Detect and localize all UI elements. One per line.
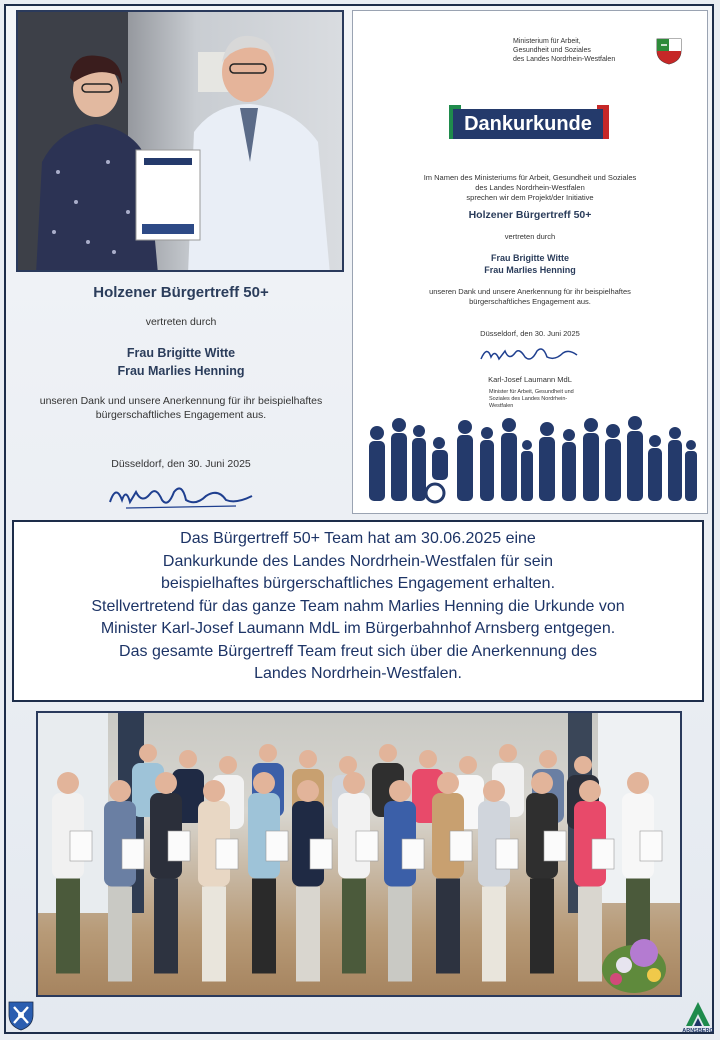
intro-line-1: Im Namen des Ministeriums für Arbeit, Gesundheit und Soziales (423, 173, 637, 182)
excerpt-names (18, 344, 344, 380)
certificate-represented-by: vertreten durch (504, 232, 556, 241)
signer-title-line-2: Soziales des Landes Nordrhein- (489, 396, 568, 402)
certificate-name-1: Frau Brigitte Witte (491, 253, 569, 263)
excerpt-name-1: Frau Brigitte Witte (126, 346, 236, 360)
ministry-line-2: Gesundheit und Soziales (513, 47, 591, 54)
badge-title: Dankurkunde (453, 109, 603, 139)
description-line-7: Landes Nordrhein-Westfalen. (254, 665, 462, 682)
group-photo (36, 711, 682, 997)
excerpt-thanks-line-2: bürgerschaftliches Engagement aus. (95, 409, 267, 421)
description-line-2: Dankurkunde des Landes Nordrhein-Westfalen für sein (162, 552, 554, 570)
city-coat-of-arms-icon (8, 1001, 34, 1031)
description-line-3: beispielhaftes bürgerschaftliches Engagement erhalten. (160, 575, 556, 592)
certificate-place-date: Düsseldorf, den 30. Juni 2025 (480, 329, 580, 338)
nrw-coat-of-arms-icon (655, 37, 683, 65)
photo-certificate-handover (16, 10, 344, 272)
signer-name: Karl-Josef Laumann MdL (488, 375, 572, 384)
excerpt-represented-by: vertreten durch (145, 316, 217, 328)
ministry-line-3: des Landes Nordrhein-Westfalen (513, 56, 616, 63)
flower-bouquet-icon (602, 939, 666, 993)
signer-title-line-3: Westfalen (489, 403, 514, 409)
certificate-excerpt (18, 272, 344, 512)
arnsberg-logo (682, 1000, 714, 1034)
description-box (12, 520, 704, 702)
description-line-1: Das Bürgertreff 50+ Team hat am 30.06.2025 eine (180, 530, 536, 547)
excerpt-organization: Holzener Bürgertreff 50+ (93, 284, 269, 301)
excerpt-name-2: Frau Marlies Henning (117, 364, 245, 378)
ministry-line-1: Ministerium für Arbeit, (513, 38, 581, 45)
certificate-intro (353, 173, 707, 203)
certificate-thanks-line-2: bürgerschaftliches Engagement aus. (469, 297, 591, 306)
excerpt-thanks-line-1: unseren Dank und unsere Anerkennung für ihr beispielhaftes (39, 395, 323, 407)
description-line-4: Stellvertretend für das ganze Team nahm Marlies Henning die Urkunde von (91, 597, 625, 615)
certificate-thanks-line-1: unseren Dank und unsere Anerkennung für ihr beispielhaftes (429, 287, 631, 296)
certificate-names (353, 252, 707, 276)
arnsberg-logo-icon (682, 1000, 714, 1026)
certificate-organization: Holzener Bürgertreff 50+ (468, 209, 592, 221)
signer-title-line-1: Minister für Arbeit, Gesundheit und (489, 389, 574, 395)
dankurkunde-badge (449, 105, 609, 141)
description-line-6: Das gesamte Bürgertreff Team freut sich über die Anerkennung des (119, 642, 597, 660)
people-silhouettes-icon (363, 415, 697, 505)
arnsberg-logo-label: ARNSBERG (682, 1028, 714, 1034)
certificate-thanks (353, 287, 707, 307)
signer-title (489, 389, 579, 410)
excerpt-thanks (18, 394, 344, 422)
description-line-5: Minister Karl-Josef Laumann MdL im Bürgerbahnhof Arnsberg entgegen. (100, 620, 616, 637)
signature-icon (106, 478, 256, 512)
intro-line-2: des Landes Nordrhein-Westfalen (475, 183, 585, 192)
certificate-signature-icon (479, 341, 579, 367)
certificate-document (352, 10, 708, 514)
ministry-name (513, 37, 643, 64)
excerpt-place-date: Düsseldorf, den 30. Juni 2025 (111, 458, 251, 470)
intro-line-3: sprechen wir dem Projekt/der Initiative (466, 193, 594, 202)
certificate-name-2: Frau Marlies Henning (484, 265, 576, 275)
